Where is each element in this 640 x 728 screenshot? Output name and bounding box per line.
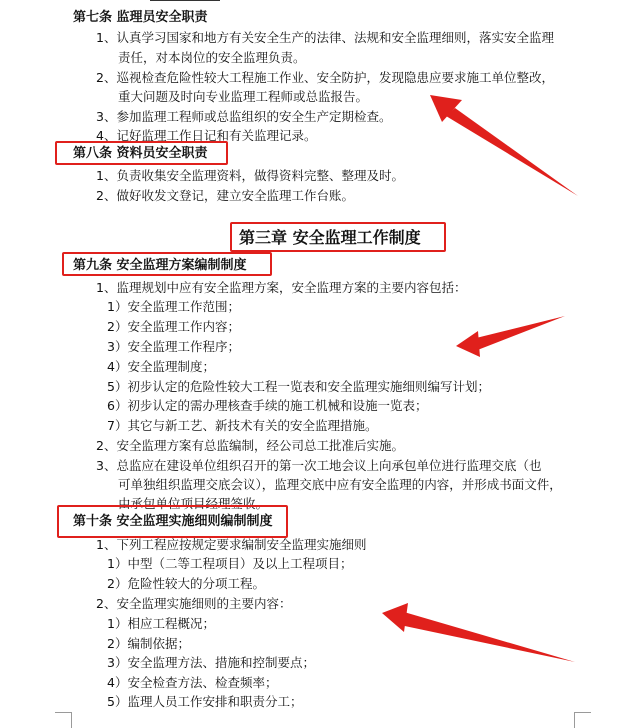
article-9-item-1: 1、监理规划中应有安全监理方案，安全监理方案的主要内容包括：	[96, 280, 467, 295]
article-9-sub-4: 4）安全监理制度；	[107, 359, 215, 374]
article-7-item-4: 4、记好监理工作日记和有关监理记录。	[96, 128, 317, 143]
article-9-sub-2: 2）安全监理工作内容；	[107, 319, 240, 334]
article-10-sub-5: 3）安全监理方法、措施和控制要点；	[107, 655, 315, 670]
article-7-item-1: 1、认真学习国家和地方有关安全生产的法律、法规和安全监理细则，落实安全监理	[96, 30, 554, 45]
article-9-item-3-cont: 可单独组织监理交底会议），监理交底中应有安全监理的内容，并形成书面文件，	[118, 477, 562, 492]
article-10-sub-4: 2）编制依据；	[107, 636, 190, 651]
article-7-item-2-cont: 重大问题及时向专业监理工程师或总监报告。	[118, 89, 369, 104]
chapter-3-title: 第三章 安全监理工作制度	[239, 228, 421, 247]
article-9-sub-6: 6）初步认定的需办理核查手续的施工机械和设施一览表；	[107, 398, 428, 413]
article-10-heading: 第十条 安全监理实施细则编制制度	[73, 514, 273, 529]
article-9-sub-1: 1）安全监理工作范围；	[107, 299, 240, 314]
arrow-3-icon	[382, 603, 575, 662]
article-8-item-2: 2、做好收发文登记，建立安全监理工作台账。	[96, 188, 354, 203]
article-7-item-1-cont: 责任，对本岗位的安全监理负责。	[118, 50, 306, 65]
article-9-item-2: 2、安全监理方案有总监编制，经公司总工批准后实施。	[96, 438, 404, 453]
article-10-sub-3: 1）相应工程概况；	[107, 616, 215, 631]
article-7-heading: 第七条 监理员安全职责	[73, 10, 208, 25]
article-8-heading: 第八条 资料员安全职责	[73, 146, 208, 161]
article-10-item-1: 1、下列工程应按规定要求编制安全监理实施细则	[96, 537, 367, 552]
article-10-sub-2: 2）危险性较大的分项工程。	[107, 576, 265, 591]
article-9-item-3-cont-2: 由承包单位项目经理签收。	[118, 496, 269, 511]
article-9-item-3: 3、总监应在建设单位组织召开的第一次工地会议上向承包单位进行监理交底（也	[96, 458, 542, 473]
article-7-item-2: 2、巡视检查危险性较大工程施工作业、安全防护，发现隐患应要求施工单位整改，	[96, 70, 554, 85]
article-9-heading: 第九条 安全监理方案编制制度	[73, 258, 247, 273]
article-10-item-2: 2、安全监理实施细则的主要内容：	[96, 596, 292, 611]
article-9-sub-3: 3）安全监理工作程序；	[107, 339, 240, 354]
article-10-sub-6: 4）安全检查方法、检查频率；	[107, 675, 278, 690]
article-9-sub-7: 7）其它与新工艺、新技术有关的安全监理措施。	[107, 418, 378, 433]
article-10-sub-1: 1）中型（二等工程项目）及以上工程项目；	[107, 556, 353, 571]
article-9-sub-5: 5）初步认定的危险性较大工程一览表和安全监理实施细则编写计划；	[107, 379, 490, 394]
article-10-sub-7: 5）监理人员工作安排和职责分工；	[107, 694, 303, 709]
arrow-1-icon	[430, 95, 578, 196]
article-8-item-1: 1、负责收集安全监理资料，做得资料完整、整理及时。	[96, 168, 404, 183]
arrow-2-icon	[456, 316, 565, 357]
article-7-item-3: 3、参加监理工程师或总监组织的安全生产定期检查。	[96, 109, 392, 124]
